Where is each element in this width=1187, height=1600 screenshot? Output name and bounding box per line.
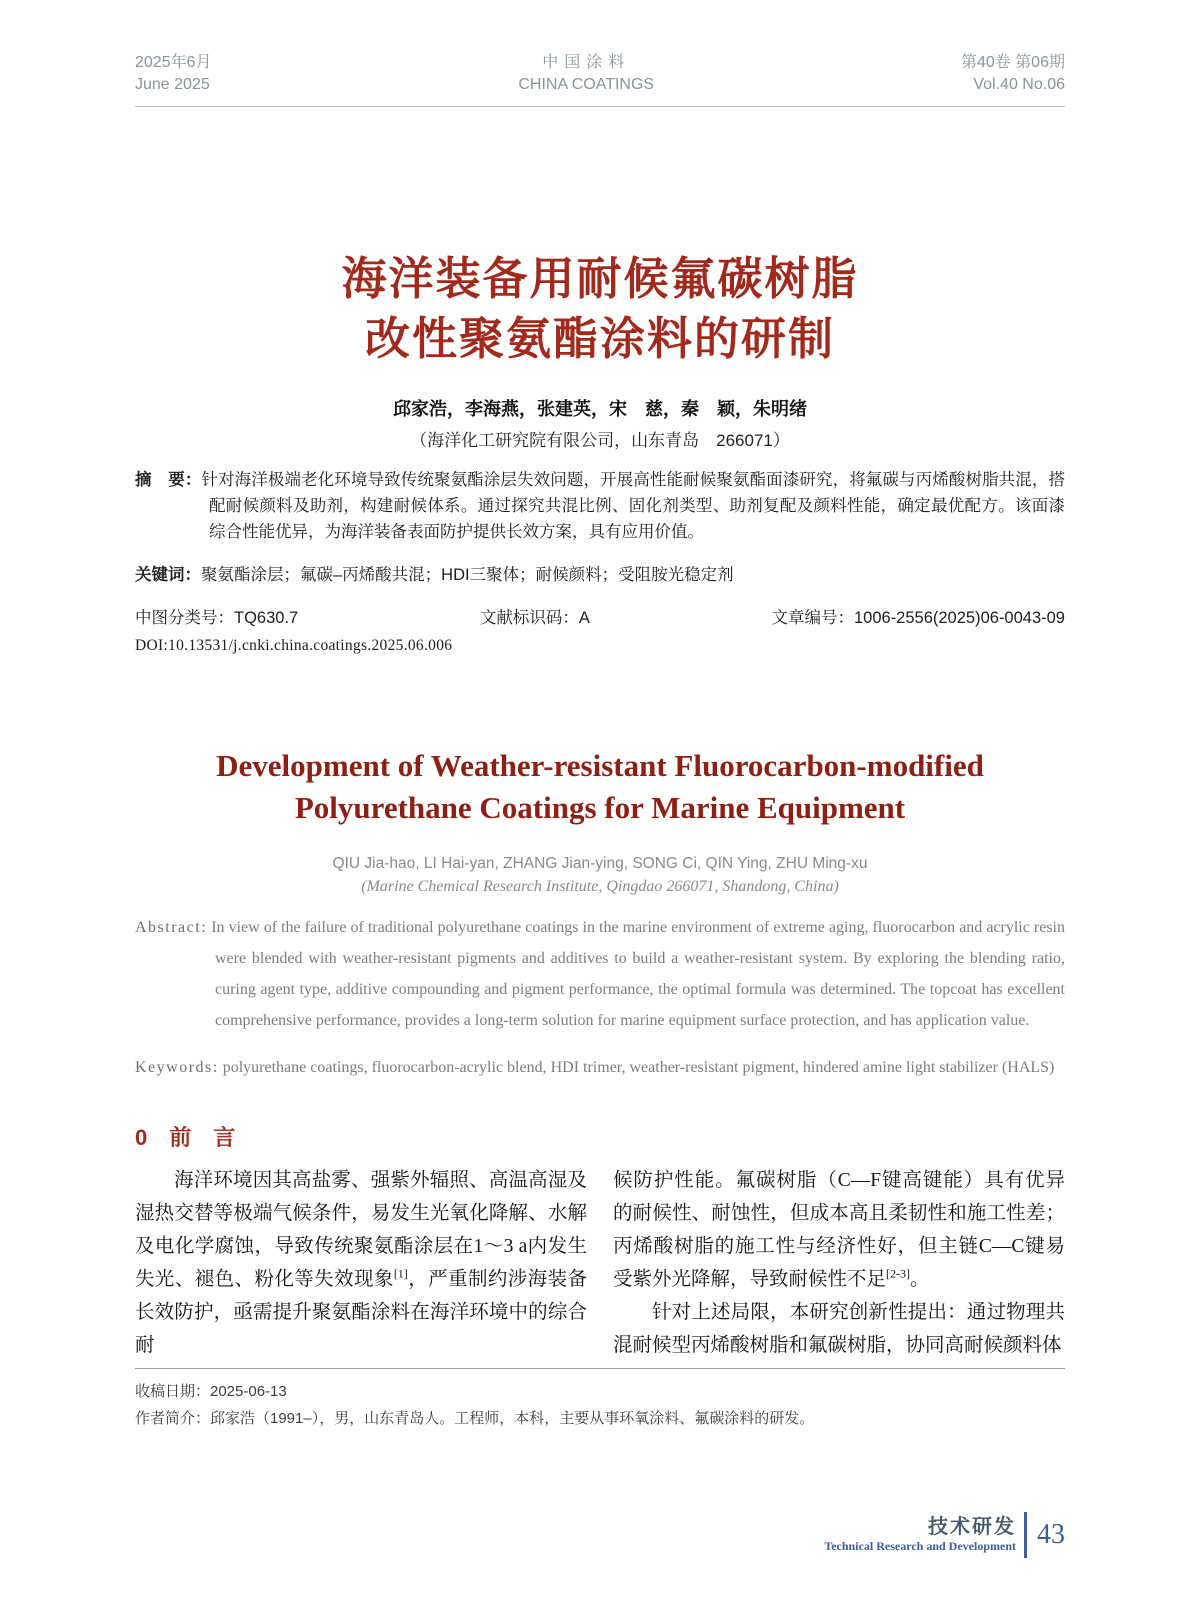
header-date-cn: 2025年6月	[135, 54, 212, 71]
keywords-cn-label: 关键词：	[135, 565, 201, 584]
intro-p1-cont-text-b: 。	[910, 1269, 930, 1290]
article-title-cn-line2: 改性聚氨酯涂料的研制	[364, 313, 835, 364]
document-code: 文献标识码：A	[479, 609, 590, 627]
page-number: 43	[1037, 1519, 1065, 1550]
journal-header	[135, 52, 1065, 107]
keywords-en-text: polyurethane coatings, fluorocarbon-acrylic blend, HDI trimer, weather-resistant pigment, hindered amine light stabilizer (HALS)	[222, 1059, 1055, 1076]
volume-issue-cn: 第40卷 第06期	[960, 54, 1065, 71]
abstract-en	[135, 912, 1065, 1036]
header-issue-date	[135, 52, 212, 96]
footer-section-cn: 技术研发	[928, 1516, 1016, 1538]
journal-name-cn: 中国涂料	[542, 54, 631, 71]
abstract-en-label: Abstract:	[135, 919, 208, 936]
keywords-cn-text: 聚氨酯涂层；氟碳–丙烯酸共混；HDI三聚体；耐候颜料；受阻胺光稳定剂	[201, 565, 734, 584]
volume-issue-en: Vol.40 No.06	[973, 76, 1065, 93]
section-heading-intro: 0 前 言	[135, 1125, 236, 1150]
intro-p1-text-a: 海洋环境因其高盐雾、强紫外辐照、高温高湿及湿热交替等极端气候条件，易发生光氧化降解、水解及电化学腐蚀，导致传统聚氨酯涂层在1～3 a内发生失光、褪色、粉化等失效现象	[135, 1170, 587, 1290]
keywords-en	[135, 1052, 1065, 1083]
header-volume-issue	[961, 52, 1065, 96]
article-title-cn	[135, 249, 1065, 369]
intro-left-column	[135, 1164, 587, 1362]
intro-paragraph-2: 针对上述局限，本研究创新性提出：通过物理共混耐候型丙烯酸树脂和氟碳树脂，协同高耐候颜料体	[613, 1302, 1065, 1356]
journal-name-en: CHINA COATINGS	[518, 76, 655, 93]
footer-divider-bar	[1024, 1512, 1027, 1558]
header-date-en: June 2025	[135, 76, 210, 93]
author-bio: 作者简介：邱家浩（1991–），男，山东青岛人。工程师，本科，主要从事环氧涂料、氟碳涂料的研发。	[135, 1410, 815, 1427]
intro-columns	[135, 1164, 1065, 1362]
article-id: 文章编号：1006-2556(2025)06-0043-09	[771, 609, 1065, 627]
clc-number: 中图分类号：TQ630.7	[135, 609, 299, 627]
first-page-footnote	[135, 1368, 1065, 1432]
received-date: 收稿日期：2025-06-13	[135, 1383, 287, 1400]
intro-paragraph-1-cont	[613, 1164, 1065, 1296]
footer-section-label	[824, 1516, 1016, 1554]
intro-right-column	[613, 1164, 1065, 1362]
authors-en: QIU Jia-hao, LI Hai-yan, ZHANG Jian-ying, SONG Ci, QIN Ying, ZHU Ming-xu	[332, 855, 868, 872]
article-title-cn-line1: 海洋装备用耐候氟碳树脂	[341, 253, 859, 304]
intro-p1-cont-text-a: 候防护性能。氟碳树脂（C—F键高键能）具有优异的耐候性、耐蚀性，但成本高且柔韧性和施工性差；丙烯酸树脂的施工性与经济性好，但主链C—C键易受紫外光降解，导致耐候性不足	[613, 1170, 1065, 1290]
article-title-en-line2: Polyurethane Coatings for Marine Equipment	[294, 790, 906, 825]
meta-row	[135, 604, 1065, 628]
page-footer	[824, 1512, 1065, 1558]
authors-cn: 邱家浩，李海燕，张建英，宋 慈，秦 颖，朱明绪	[393, 399, 807, 419]
article-title-en-line1: Development of Weather-resistant Fluorocarbon-modified	[216, 748, 984, 783]
abstract-en-text: In view of the failure of traditional polyurethane coatings in the marine environment of extreme aging, fluorocarbon and acrylic resin were blended with weather-resistant pigments and additives to build a weather-resistant system. By exploring the blending ratio, curing agent type, additive compounding and pigment performance, the optimal formula was determined. The topcoat has excellent comprehensive performance, provides a long-term solution for marine equipment surface protection, and has application value.	[211, 919, 1065, 1029]
footer-section-en: Technical Research and Development	[824, 1539, 1016, 1553]
doi: DOI:10.13531/j.cnki.china.coatings.2025.06.006	[135, 637, 453, 654]
intro-paragraph-1	[135, 1164, 587, 1362]
citation-ref-2-3: [2-3]	[886, 1266, 911, 1281]
intro-p1-text-b: ，严重制约涉海装备长效防护，亟需提升聚氨酯涂料在海洋环境中的综合耐	[135, 1269, 587, 1356]
abstract-cn-text: 针对海洋极端老化环境导致传统聚氨酯涂层失效问题，开展高性能耐候聚氨酯面漆研究，将氟碳与丙烯酸树脂共混，搭配耐候颜料及助剂，构建耐候体系。通过探究共混比例、固化剂类型、助剂复配及颜料性能，确定最优配方。该面漆综合性能优异，为海洋装备表面防护提供长效方案，具有应用价值。	[201, 471, 1066, 541]
keywords-cn	[135, 562, 1065, 588]
header-journal-name	[518, 52, 654, 96]
affiliation-cn: （海洋化工研究院有限公司，山东青岛 266071）	[410, 431, 790, 450]
abstract-cn	[135, 467, 1065, 545]
keywords-en-label: Keywords:	[135, 1059, 219, 1076]
affiliation-en: (Marine Chemical Research Institute, Qingdao 266071, Shandong, China)	[361, 878, 839, 895]
abstract-cn-label: 摘 要：	[135, 471, 202, 489]
article-title-en	[135, 745, 1065, 829]
citation-ref-1: [1]	[393, 1266, 408, 1281]
